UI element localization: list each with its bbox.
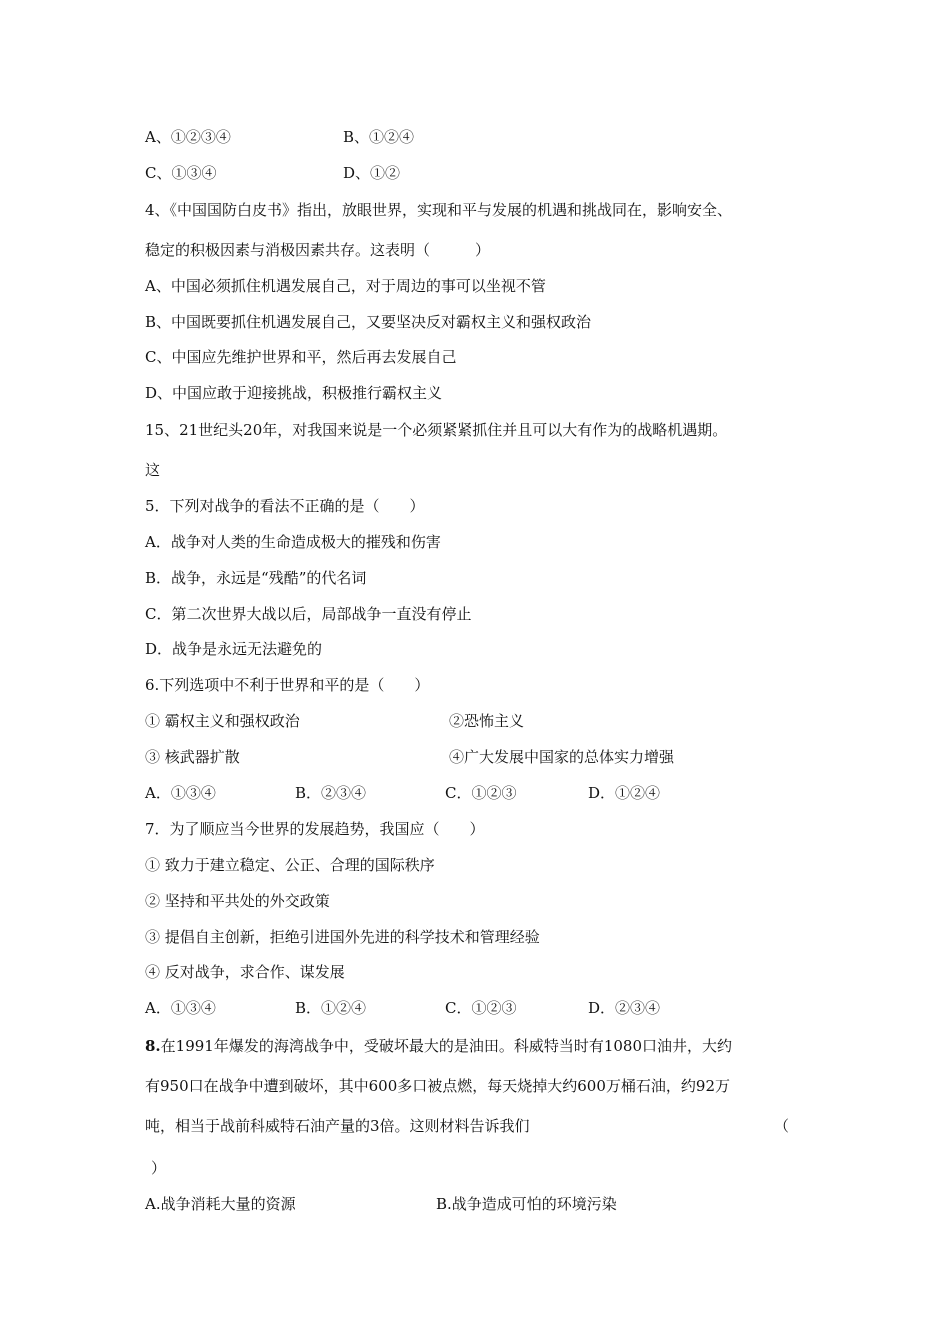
q6-stem: 6.下列选项中不利于世界和平的是（ ）	[145, 676, 430, 694]
q5-option-d: D．战争是永远无法避免的	[145, 640, 323, 658]
q8-number: 8.	[145, 1037, 161, 1055]
q7-item-2: ② 坚持和平共处的外交政策	[145, 892, 330, 910]
q5-option-c: C．第二次世界大战以后，局部战争一直没有停止	[145, 605, 472, 623]
q3-option-d: D、①②	[343, 164, 401, 182]
q4-stem-line1: 4、《中国国防白皮书》指出，放眼世界，实现和平与发展的机遇和挑战同在，影响安全、	[145, 201, 733, 219]
q5-option-a: A．战争对人类的生命造成极大的摧残和伤害	[145, 533, 441, 551]
q7-option-b: B．①②④	[295, 999, 367, 1017]
q4-option-b: B、中国既要抓住机遇发展自己，又要坚决反对霸权主义和强权政治	[145, 313, 592, 331]
q4-option-d: D、中国应敢于迎接挑战，积极推行霸权主义	[145, 384, 443, 402]
q5-stem: 5．下列对战争的看法不正确的是（ ）	[145, 497, 425, 515]
q8-option-b: B.战争造成可怕的环境污染	[436, 1195, 617, 1213]
q8-line1-text: 在1991年爆发的海湾战争中，受破坏最大的是油田。科威特当时有1080口油井，大约	[160, 1037, 733, 1055]
q7-item-1: ① 致力于建立稳定、公正、合理的国际秩序	[145, 856, 435, 874]
q6-option-c: C．①②③	[445, 784, 517, 802]
q4-stem-line2: 稳定的积极因素与消极因素共存。这表明（ ）	[145, 241, 491, 259]
q3-option-c: C、①③④	[145, 164, 217, 182]
q7-option-c: C．①②③	[445, 999, 517, 1017]
q7-item-3: ③ 提倡自主创新，拒绝引进国外先进的科学技术和管理经验	[145, 928, 540, 946]
q7-option-d: D．②③④	[588, 999, 661, 1017]
q3-option-a: A、①②③④	[145, 128, 231, 146]
q8-stem-line3: 吨，相当于战前科威特石油产量的3倍。这则材料告诉我们	[145, 1117, 530, 1135]
q4-option-c: C、中国应先维护世界和平，然后再去发展自己	[145, 348, 457, 366]
q6-option-a: A．①③④	[145, 784, 216, 802]
q6-item-4: ④广大发展中国家的总体实力增强	[449, 748, 675, 766]
q8-option-a: A.战争消耗大量的资源	[145, 1195, 296, 1213]
q7-item-4: ④ 反对战争，求合作、谋发展	[145, 963, 345, 981]
q8-stem-line2: 有950口在战争中遭到破坏，其中600多口被点燃，每天烧掉大约600万桶石油，约92万	[145, 1077, 730, 1095]
q7-option-a: A．①③④	[145, 999, 216, 1017]
q6-item-3: ③ 核武器扩散	[145, 748, 240, 766]
q8-stem-line1	[145, 1036, 732, 1056]
q3-option-b: B、①②④	[343, 128, 415, 146]
q8-paren-open: （	[774, 1117, 790, 1135]
q6-option-d: D．①②④	[588, 784, 661, 802]
q5-option-b: B．战争，永远是“残酷”的代名词	[145, 569, 367, 587]
q7-stem: 7．为了顺应当今世界的发展趋势，我国应（ ）	[145, 820, 485, 838]
q6-option-b: B．②③④	[295, 784, 367, 802]
q15-line2: 这	[145, 461, 161, 479]
q8-paren-close: ）	[151, 1159, 167, 1177]
q6-item-1: ① 霸权主义和强权政治	[145, 712, 300, 730]
q15-line1: 15、21世纪头20年，对我国来说是一个必须紧紧抓住并且可以大有作为的战略机遇期。	[145, 421, 728, 439]
q4-option-a: A、中国必须抓住机遇发展自己，对于周边的事可以坐视不管	[145, 277, 546, 295]
q6-item-2: ②恐怖主义	[449, 712, 525, 730]
